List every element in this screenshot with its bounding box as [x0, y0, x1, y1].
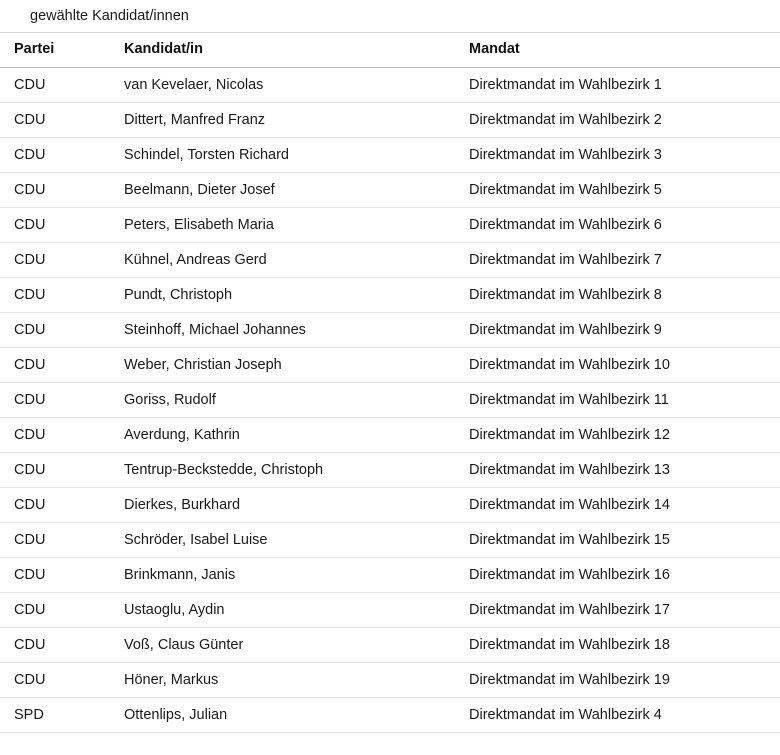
cell-partei: CDU — [0, 348, 110, 383]
table-row — [0, 348, 780, 383]
cell-partei: CDU — [0, 313, 110, 348]
table-row — [0, 278, 780, 313]
cell-kandidat: Beelmann, Dieter Josef — [110, 173, 455, 208]
cell-kandidat: Ustaoglu, Aydin — [110, 593, 455, 628]
table-row — [0, 418, 780, 453]
cell-partei: CDU — [0, 383, 110, 418]
cell-partei: CDU — [0, 488, 110, 523]
table-row — [0, 698, 780, 733]
table-row — [0, 68, 780, 103]
cell-mandat: Direktmandat im Wahlbezirk 5 — [455, 173, 780, 208]
cell-kandidat: Steinhoff, Michael Johannes — [110, 313, 455, 348]
cell-mandat: Direktmandat im Wahlbezirk 13 — [455, 453, 780, 488]
table-row — [0, 243, 780, 278]
table-row — [0, 663, 780, 698]
table-caption: gewählte Kandidat/innen — [0, 0, 780, 32]
cell-kandidat: Voß, Claus Günter — [110, 628, 455, 663]
table-row — [0, 313, 780, 348]
cell-kandidat: Höner, Markus — [110, 663, 455, 698]
table-row — [0, 138, 780, 173]
cell-partei: CDU — [0, 243, 110, 278]
cell-partei: CDU — [0, 103, 110, 138]
cell-mandat: Direktmandat im Wahlbezirk 11 — [455, 383, 780, 418]
table-row — [0, 628, 780, 663]
cell-kandidat: Goriss, Rudolf — [110, 383, 455, 418]
table-row — [0, 103, 780, 138]
cell-partei: CDU — [0, 68, 110, 103]
cell-kandidat: Kühnel, Andreas Gerd — [110, 243, 455, 278]
table-row — [0, 558, 780, 593]
cell-partei: CDU — [0, 173, 110, 208]
cell-partei: CDU — [0, 663, 110, 698]
elected-candidates-table — [0, 32, 780, 733]
cell-partei: CDU — [0, 558, 110, 593]
cell-mandat: Direktmandat im Wahlbezirk 7 — [455, 243, 780, 278]
cell-kandidat: van Kevelaer, Nicolas — [110, 68, 455, 103]
cell-kandidat: Pundt, Christoph — [110, 278, 455, 313]
cell-kandidat: Dierkes, Burkhard — [110, 488, 455, 523]
cell-kandidat: Averdung, Kathrin — [110, 418, 455, 453]
cell-mandat: Direktmandat im Wahlbezirk 6 — [455, 208, 780, 243]
cell-mandat: Direktmandat im Wahlbezirk 3 — [455, 138, 780, 173]
cell-mandat: Direktmandat im Wahlbezirk 18 — [455, 628, 780, 663]
cell-partei: CDU — [0, 453, 110, 488]
cell-mandat: Direktmandat im Wahlbezirk 8 — [455, 278, 780, 313]
cell-mandat: Direktmandat im Wahlbezirk 16 — [455, 558, 780, 593]
cell-partei: CDU — [0, 628, 110, 663]
cell-partei: CDU — [0, 593, 110, 628]
table-row — [0, 453, 780, 488]
cell-partei: CDU — [0, 278, 110, 313]
table-body — [0, 68, 780, 733]
cell-kandidat: Schröder, Isabel Luise — [110, 523, 455, 558]
cell-mandat: Direktmandat im Wahlbezirk 15 — [455, 523, 780, 558]
table-row — [0, 383, 780, 418]
cell-mandat: Direktmandat im Wahlbezirk 19 — [455, 663, 780, 698]
table-row — [0, 523, 780, 558]
cell-kandidat: Weber, Christian Joseph — [110, 348, 455, 383]
cell-mandat: Direktmandat im Wahlbezirk 1 — [455, 68, 780, 103]
cell-kandidat: Brinkmann, Janis — [110, 558, 455, 593]
table-row — [0, 488, 780, 523]
cell-partei: CDU — [0, 523, 110, 558]
cell-kandidat: Schindel, Torsten Richard — [110, 138, 455, 173]
cell-mandat: Direktmandat im Wahlbezirk 4 — [455, 698, 780, 733]
cell-mandat: Direktmandat im Wahlbezirk 12 — [455, 418, 780, 453]
cell-kandidat: Ottenlips, Julian — [110, 698, 455, 733]
table-row — [0, 208, 780, 243]
table-header — [0, 33, 780, 68]
table-header-row — [0, 33, 780, 68]
cell-partei: CDU — [0, 418, 110, 453]
cell-mandat: Direktmandat im Wahlbezirk 17 — [455, 593, 780, 628]
column-header-partei: Partei — [0, 33, 110, 68]
cell-mandat: Direktmandat im Wahlbezirk 14 — [455, 488, 780, 523]
cell-kandidat: Tentrup-Beckstedde, Christoph — [110, 453, 455, 488]
table-row — [0, 593, 780, 628]
column-header-mandat: Mandat — [455, 33, 780, 68]
cell-mandat: Direktmandat im Wahlbezirk 2 — [455, 103, 780, 138]
cell-kandidat: Peters, Elisabeth Maria — [110, 208, 455, 243]
cell-kandidat: Dittert, Manfred Franz — [110, 103, 455, 138]
cell-partei: SPD — [0, 698, 110, 733]
table-row — [0, 173, 780, 208]
cell-mandat: Direktmandat im Wahlbezirk 9 — [455, 313, 780, 348]
column-header-kandidat: Kandidat/in — [110, 33, 455, 68]
cell-partei: CDU — [0, 208, 110, 243]
cell-mandat: Direktmandat im Wahlbezirk 10 — [455, 348, 780, 383]
cell-partei: CDU — [0, 138, 110, 173]
